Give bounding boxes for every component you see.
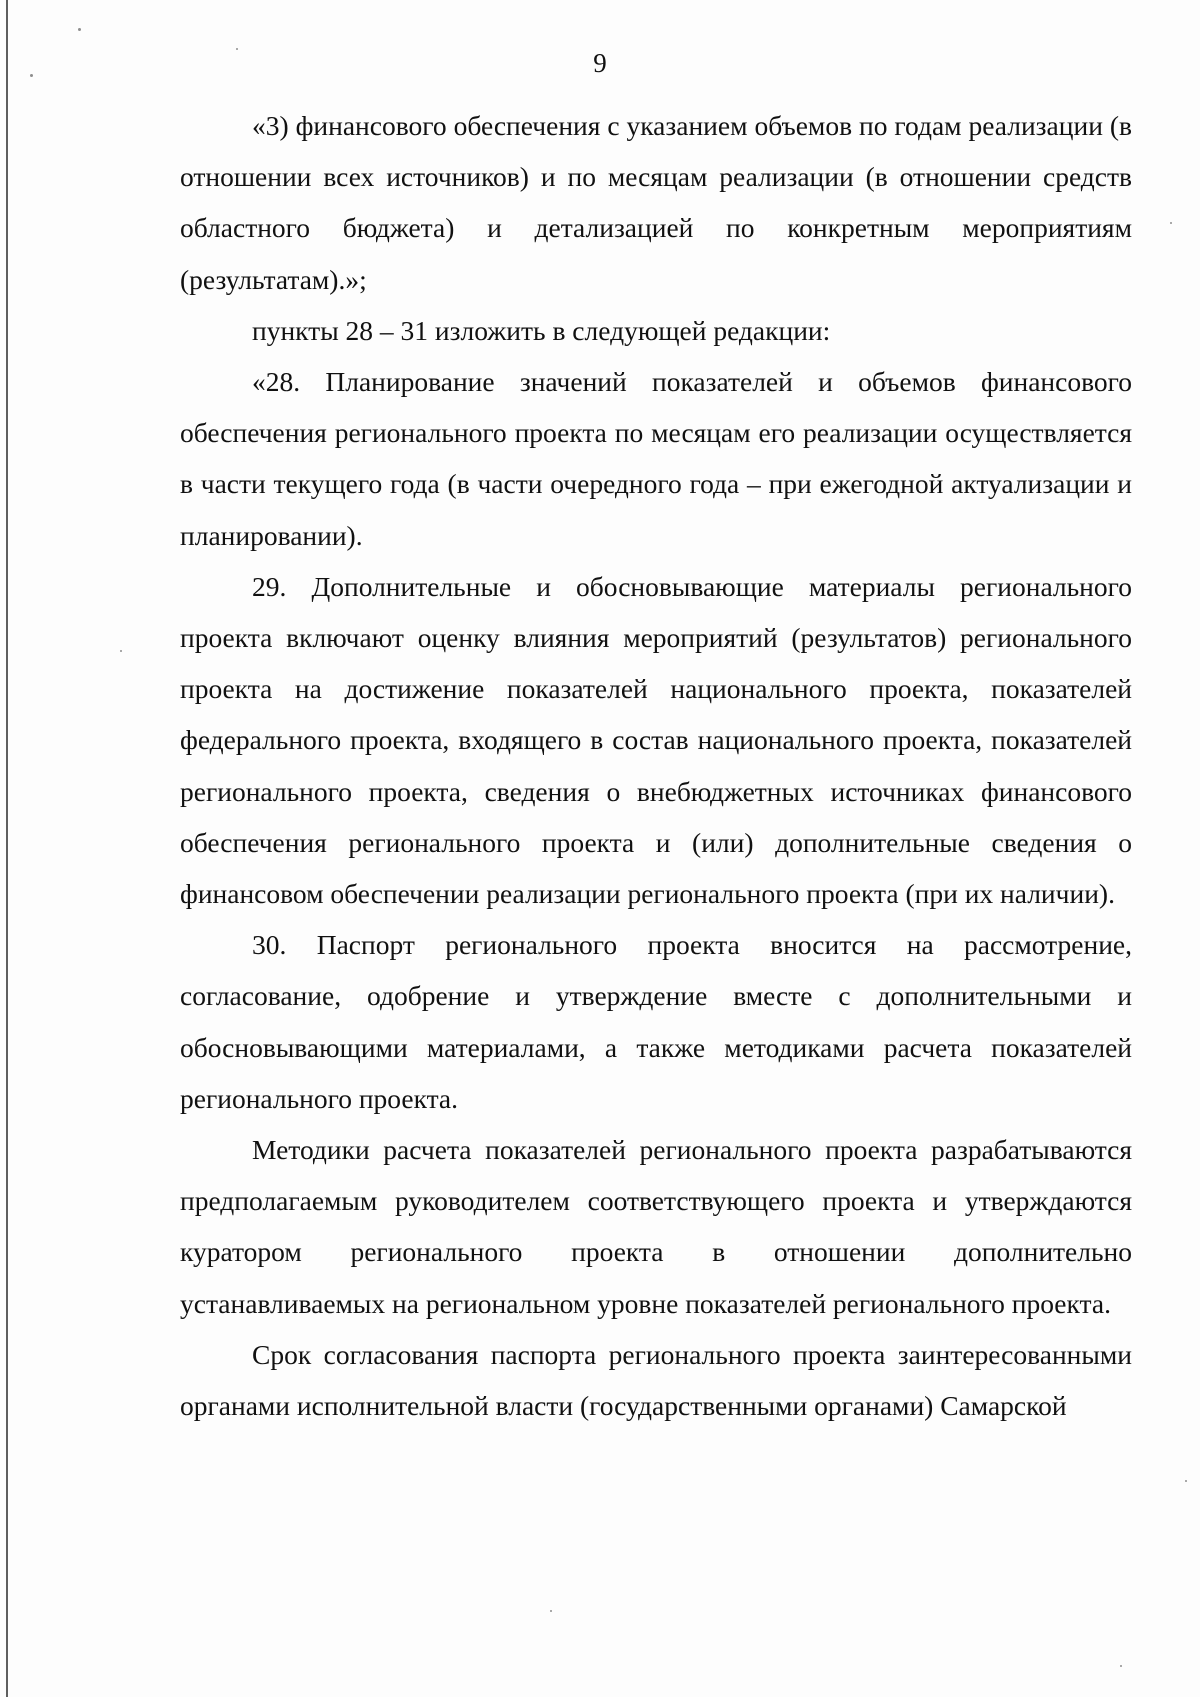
scan-speck	[1185, 1480, 1187, 1482]
scan-left-edge	[6, 0, 8, 1697]
scan-speck	[550, 1610, 552, 1612]
scan-speck	[30, 74, 33, 77]
paragraph-points-28-31-intro: пункты 28 – 31 изложить в следующей редакции:	[252, 314, 831, 346]
paragraph-point-29: 29. Дополнительные и обосновывающие материалы регионального проекта включают оценку влияния мероприятий (результатов) регионального проекта на достижение показателей национального проекта, показателей федерального проекта, входящего в состав национального проекта, показателей регионального проекта, сведения о внебюджетных источниках финансового обеспечения регионального проекта и (или) дополнительные сведения о финансовом обеспечении реализации регионального проекта (при их наличии).	[180, 570, 1132, 910]
scan-speck	[1120, 1665, 1122, 1667]
scan-speck	[1170, 222, 1172, 224]
document-body	[180, 100, 1132, 1431]
paragraph-methodologies: Методики расчета показателей регионального проекта разрабатываются предполагаемым руководителем соответствующего проекта и утверждаются куратором регионального проекта в отношении дополнительно устанавливаемых на региональном уровне показателей регионального проекта.	[180, 1134, 1132, 1319]
scan-speck	[78, 28, 81, 31]
scan-speck	[120, 650, 122, 652]
page-number: 9	[593, 48, 607, 78]
paragraph-approval-term: Срок согласования паспорта регионального проекта заинтересованными органами исполнительной власти (государственными органами) Самарской	[180, 1338, 1132, 1422]
paragraph-item-3-financing: «3) финансового обеспечения с указанием объемов по годам реализации (в отношении всех источников) и по месяцам реализации (в отношении средств областного бюджета) и детализацией по конкретным мероприятиям (результатам).»;	[180, 110, 1132, 295]
scan-speck	[236, 48, 238, 50]
paragraph-point-30: 30. Паспорт регионального проекта вносится на рассмотрение, согласование, одобрение и утверждение вместе с дополнительными и обосновывающими материалами, а также методиками расчета показателей регионального проекта.	[180, 929, 1132, 1114]
paragraph-point-28: «28. Планирование значений показателей и объемов финансового обеспечения регионального проекта по месяцам его реализации осуществляется в части текущего года (в части очередного года – при ежегодной актуализации и планировании).	[180, 366, 1132, 551]
